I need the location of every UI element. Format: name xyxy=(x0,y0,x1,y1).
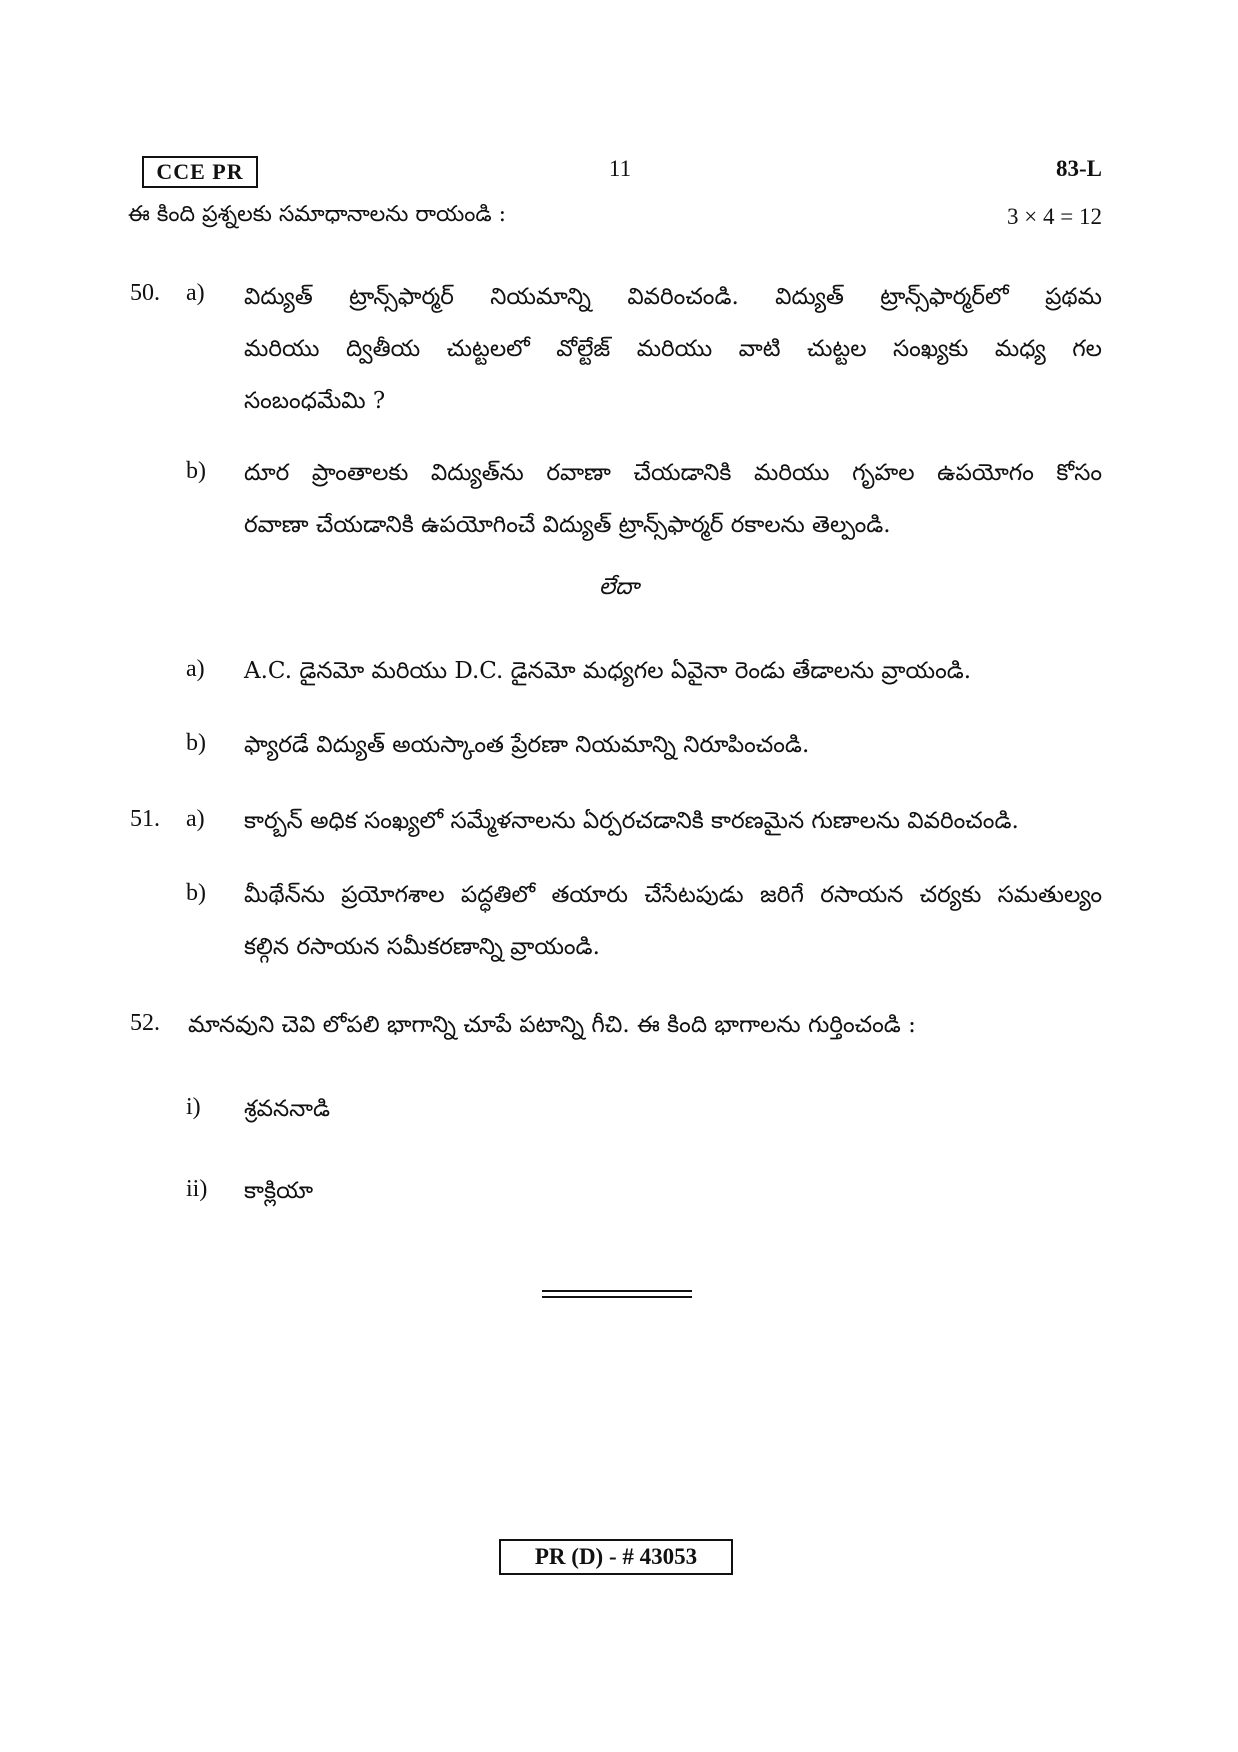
page-number: 11 xyxy=(608,156,632,181)
sub-item-label: ii) xyxy=(186,1176,208,1202)
end-rule xyxy=(542,1290,692,1298)
question-line: రవాణా చేయడానికి ఉపయోగించే విద్యుత్ ట్రాన్స్‌ఫార్మర్ రకాలను తెల్పండి. xyxy=(244,512,891,538)
part-label: a) xyxy=(186,806,205,832)
question-line: ఫ్యారడే విద్యుత్ అయస్కాంత ప్రేరణా నియమాన్ని నిరూపించండి. xyxy=(244,732,810,758)
question-line: కార్బన్ అధిక సంఖ్యలో సమ్మేళనాలను ఏర్పరచడానికి కారణమైన గుణాలను వివరించండి. xyxy=(244,808,1019,834)
question-number: 50. xyxy=(130,280,160,306)
question-line: మీథేన్‌ను ప్రయోగశాల పద్ధతిలో తయారు చేసేటపుడు జరిగే రసాయన చర్యకు సమతుల్యం xyxy=(244,882,1102,908)
question-line: విద్యుత్ ట్రాన్స్‌ఫార్మర్ నియమాన్ని వివరించండి. విద్యుత్ ట్రాన్స్‌ఫార్మర్‌లో ప్రథమ xyxy=(244,284,1102,310)
or-separator: లేదా xyxy=(598,574,640,600)
sub-item-label: i) xyxy=(186,1094,201,1120)
question-number: 51. xyxy=(130,806,160,832)
question-line: దూర ప్రాంతాలకు విద్యుత్‌ను రవాణా చేయడానికి మరియు గృహల ఉపయోగం కోసం xyxy=(244,460,1102,486)
question-line: A.C. డైనమో మరియు D.C. డైనమో మధ్యగల ఏవైనా రెండు తేడాలను వ్రాయండి. xyxy=(244,658,972,684)
sub-item-text: శ్రవననాడి xyxy=(244,1096,331,1122)
question-line: కల్గిన రసాయన సమీకరణాన్ని వ్రాయండి. xyxy=(244,934,600,960)
instruction-text: ఈ కింది ప్రశ్నలకు సమాధానాలను రాయండి : xyxy=(128,202,507,227)
question-number: 52. xyxy=(130,1010,160,1036)
part-label: b) xyxy=(186,458,206,484)
footer-code-box: PR (D) - # 43053 xyxy=(499,1539,733,1575)
question-line: మానవుని చెవి లోపలి భాగాన్ని చూపే పటాన్ని గీచి. ఈ కింది భాగాలను గుర్తించండి : xyxy=(188,1012,916,1038)
part-label: b) xyxy=(186,880,206,906)
part-label: b) xyxy=(186,730,206,756)
paper-code: 83-L xyxy=(1056,156,1102,181)
part-label: a) xyxy=(186,280,205,306)
question-line: సంబంధమేమి ? xyxy=(244,388,386,414)
sub-item-text: కాక్లియా xyxy=(244,1178,314,1204)
header-code-box: CCE PR xyxy=(142,156,258,188)
part-label: a) xyxy=(186,656,205,682)
question-line: మరియు ద్వితీయ చుట్టలలో వోల్టేజ్ మరియు వాటి చుట్టల సంఖ్యకు మధ్య గల xyxy=(244,336,1102,362)
instruction-marks: 3 × 4 = 12 xyxy=(1007,204,1102,229)
